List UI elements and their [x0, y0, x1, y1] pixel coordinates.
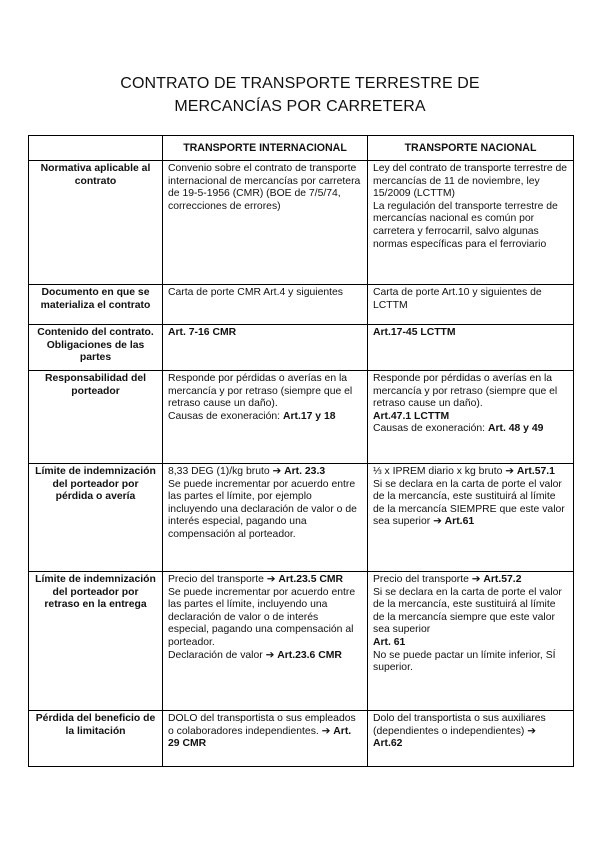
cell-reference: Art. 48 y 49 — [487, 423, 544, 435]
row-label: Límite de indemnización del porteador por retraso en la entrega — [29, 572, 163, 711]
cell-paragraph — [168, 287, 362, 300]
intl-cell — [163, 161, 368, 285]
cell-text: Causas de exoneración: — [373, 423, 488, 435]
cell-text: Convenio sobre el contrato de transporte internacional de mercancías por carretera de 19-5-1956 (CMR) (BOE de 7/5/74, correcciones de errores) — [168, 163, 361, 212]
cell-reference: Art.23.6 CMR — [277, 649, 342, 661]
cell-paragraph — [168, 713, 362, 751]
cell-text: Declaración de valor ➔ — [168, 649, 278, 661]
nat-cell — [368, 371, 574, 464]
cell-text: Si se declara en la carta de porte el valor de la mercancía, este sustituirá al límite de la mercancía siempre que este valor sea superior — [373, 586, 562, 636]
cell-paragraph — [373, 574, 568, 587]
cell-reference: Art.57.1 — [516, 466, 555, 477]
table-row — [29, 161, 574, 285]
cell-paragraph — [373, 466, 568, 479]
cell-paragraph — [168, 327, 362, 340]
cell-text: Causas de exoneración: — [168, 410, 283, 422]
header-national: TRANSPORTE NACIONAL — [368, 136, 574, 161]
cell-paragraph — [373, 373, 568, 411]
table-row — [29, 285, 574, 325]
cell-reference: Art.62 — [373, 738, 403, 750]
table-row — [29, 711, 574, 767]
cell-paragraph — [168, 411, 362, 424]
title-line-1: CONTRATO DE TRANSPORTE TERRESTRE DE — [120, 75, 480, 92]
cell-paragraph — [373, 163, 568, 201]
cell-text: Se puede incrementar por acuerdo entre las partes el límite, incluyendo una declaración de valor o de interés especial, pagando una compensación al porteador. — [168, 586, 356, 648]
cell-paragraph — [373, 479, 568, 529]
comparison-table — [28, 135, 574, 767]
table-row — [29, 325, 574, 371]
nat-cell — [368, 464, 574, 572]
cell-reference: Art. 23.3 — [284, 466, 326, 477]
cell-paragraph — [168, 650, 362, 663]
cell-reference: Art.61 — [444, 516, 475, 528]
cell-text: Carta de porte Art.10 y siguientes de LCTTM — [373, 287, 542, 311]
cell-reference: Art.23.5 CMR — [278, 574, 344, 585]
nat-cell — [368, 325, 574, 371]
cell-paragraph — [373, 423, 568, 436]
row-label: Responsabilidad del porteador — [29, 371, 163, 464]
nat-cell — [368, 285, 574, 325]
cell-paragraph — [168, 466, 362, 479]
cell-text: Responde por pérdidas o averías en la mercancía y por retraso (siempre que el retraso cause un daño). — [373, 373, 558, 410]
cell-text: No se puede pactar un límite inferior, SÍ superior. — [373, 649, 556, 674]
cell-reference: Art. 61 — [373, 636, 406, 648]
cell-paragraph — [373, 327, 568, 340]
intl-cell — [163, 711, 368, 767]
nat-cell — [368, 572, 574, 711]
title-line-2: MERCANCÍAS POR CARRETERA — [174, 98, 426, 115]
cell-text: La regulación del transporte terrestre de mercancías nacional es común por carretera y ferrocarril, salvo algunas normas específicas para el ferroviario — [373, 200, 558, 250]
cell-paragraph — [373, 650, 568, 675]
cell-reference: Art.57.2 — [483, 574, 522, 585]
cell-text: DOLO del transportista o sus empleados o colaboradores independientes. ➔ — [168, 713, 356, 737]
nat-cell — [368, 711, 574, 767]
row-label: Normativa aplicable al contrato — [29, 161, 163, 285]
document-title — [0, 72, 600, 118]
cell-text: Responde por pérdidas o averías en la mercancía y por retraso (siempre que el retraso cause un daño). — [168, 373, 353, 410]
cell-text: Ley del contrato de transporte terrestre de mercancías de 11 de noviembre, ley 15/2009 (LCTTM) — [373, 163, 568, 200]
cell-reference: Art.47.1 LCTTM — [373, 410, 450, 422]
cell-reference: Art. 29 CMR — [168, 725, 352, 750]
nat-cell — [368, 161, 574, 285]
table-row — [29, 464, 574, 572]
intl-cell — [163, 325, 368, 371]
cell-text: Carta de porte CMR Art.4 y siguientes — [168, 287, 343, 298]
cell-text: Precio del transporte ➔ — [373, 574, 484, 585]
row-label: Límite de indemnización del porteador por pérdida o avería — [29, 464, 163, 572]
intl-cell — [163, 371, 368, 464]
cell-paragraph — [373, 637, 568, 650]
cell-text: ⅓ x IPREM diario x kg bruto ➔ — [373, 466, 517, 477]
row-label: Contenido del contrato. Obligaciones de las partes — [29, 325, 163, 371]
cell-text: Precio del transporte ➔ — [168, 574, 279, 585]
cell-text: 8,33 DEG (1)/kg bruto ➔ — [168, 466, 285, 477]
cell-paragraph — [373, 287, 568, 312]
table-row — [29, 371, 574, 464]
cell-text: Dolo del transportista o sus auxiliares (dependientes o independientes) ➔ — [373, 713, 546, 737]
cell-text: Se puede incrementar por acuerdo entre las partes el límite, por ejemplo incluyendo una declaración de valor o de interés especial, pagando una compensación al porteador. — [168, 478, 357, 540]
cell-paragraph — [168, 574, 362, 587]
intl-cell — [163, 464, 368, 572]
cell-reference: Art. 7-16 CMR — [168, 327, 237, 338]
cell-reference: Art.17 y 18 — [282, 410, 336, 422]
row-label: Documento en que se materializa el contrato — [29, 285, 163, 325]
cell-paragraph — [168, 163, 362, 213]
cell-paragraph — [373, 411, 568, 424]
cell-text: Si se declara en la carta de porte el valor de la mercancía, este sustituirá al límite de la mercancía SIEMPRE que este valor sea superior ➔ — [373, 478, 565, 528]
cell-paragraph — [168, 373, 362, 411]
cell-paragraph — [373, 713, 568, 751]
cell-reference: Art.17-45 LCTTM — [373, 327, 456, 338]
cell-paragraph — [373, 201, 568, 251]
intl-cell — [163, 572, 368, 711]
intl-cell — [163, 285, 368, 325]
header-international: TRANSPORTE INTERNACIONAL — [163, 136, 368, 161]
table-row — [29, 572, 574, 711]
cell-paragraph — [373, 587, 568, 637]
cell-paragraph — [168, 587, 362, 650]
header-empty — [29, 136, 163, 161]
cell-paragraph — [168, 479, 362, 542]
table-header-row — [29, 136, 574, 161]
row-label: Pérdida del beneficio de la limitación — [29, 711, 163, 767]
